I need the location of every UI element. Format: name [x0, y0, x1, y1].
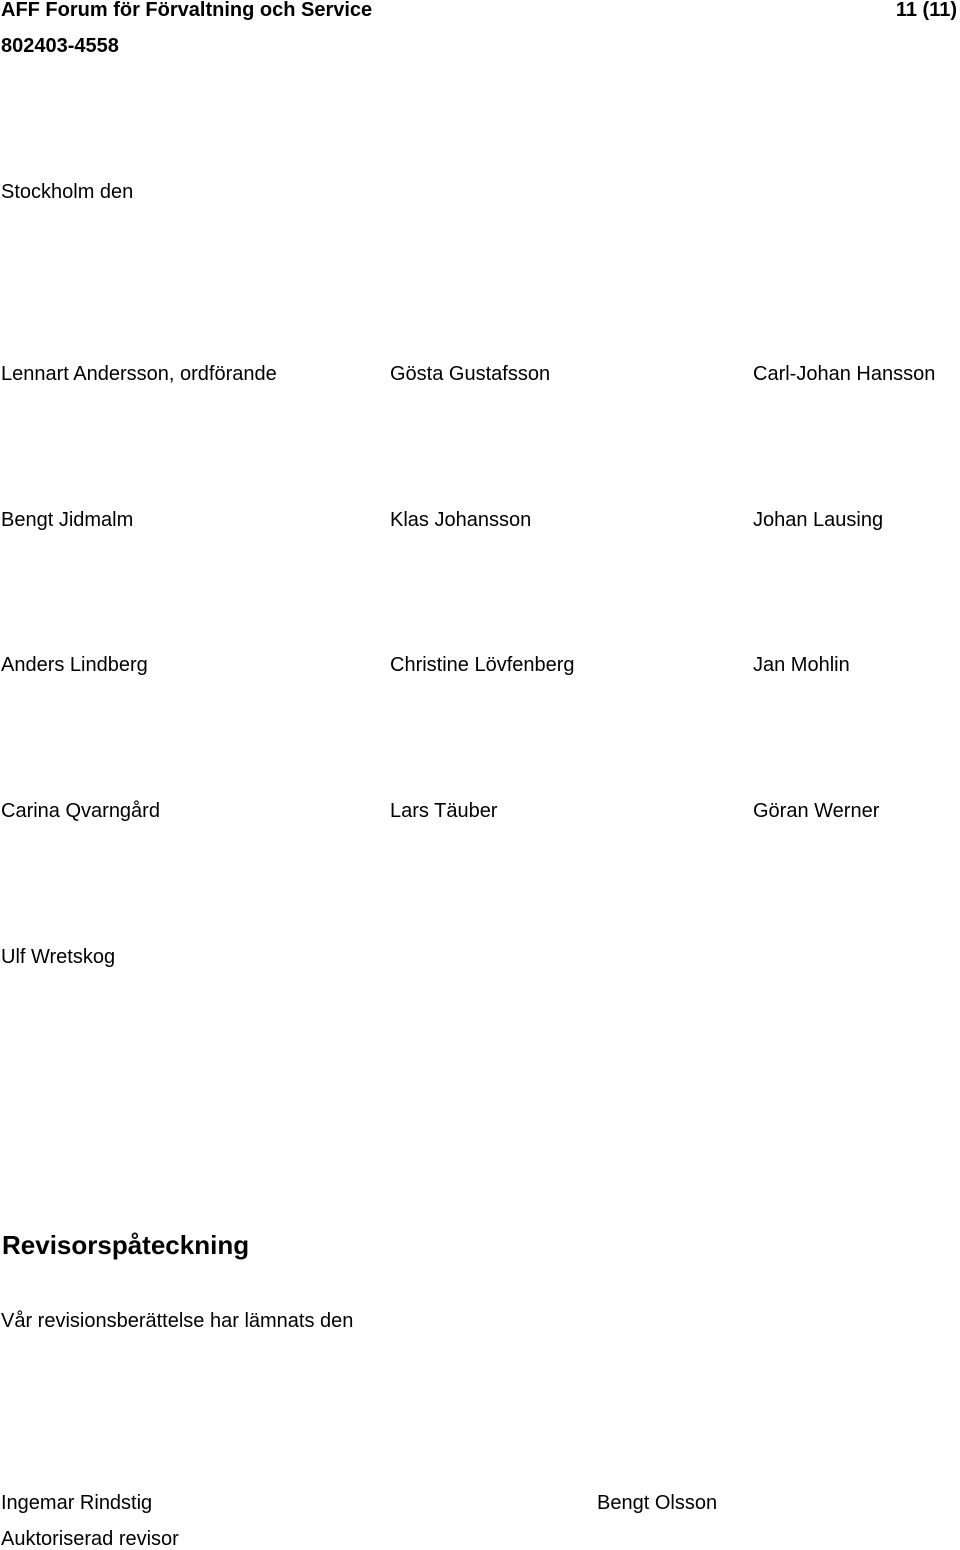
auditor-title: Auktoriserad revisor: [1, 1528, 179, 1550]
signatory-name: Jan Mohlin: [753, 654, 850, 676]
auditor-statement: Vår revisionsberättelse har lämnats den: [1, 1310, 354, 1332]
signatory-name: Carina Qvarngård: [1, 800, 160, 822]
signatory-name: Johan Lausing: [753, 509, 884, 531]
organization-number: 802403-4558: [1, 35, 119, 57]
place-date: Stockholm den: [1, 181, 134, 203]
signatory-name: Göran Werner: [753, 800, 880, 822]
signatory-name: Anders Lindberg: [1, 654, 148, 676]
organization-name: AFF Forum för Förvaltning och Service: [1, 0, 373, 21]
signatory-name: Lars Täuber: [390, 800, 498, 822]
signatory-name: Carl-Johan Hansson: [753, 363, 936, 385]
page-number: 11 (11): [895, 0, 957, 21]
signatory-name: Ulf Wretskog: [1, 946, 116, 968]
auditor-section-heading: Revisorspåteckning: [2, 1230, 250, 1260]
signatory-name: Gösta Gustafsson: [390, 363, 551, 385]
auditor-name: Ingemar Rindstig: [1, 1492, 153, 1514]
signatory-name: Lennart Andersson, ordförande: [1, 363, 277, 385]
signatory-name: Klas Johansson: [390, 509, 532, 531]
signatory-name: Christine Lövfenberg: [390, 654, 575, 676]
signatory-name: Bengt Jidmalm: [1, 509, 134, 531]
auditor-name: Bengt Olsson: [597, 1492, 718, 1514]
